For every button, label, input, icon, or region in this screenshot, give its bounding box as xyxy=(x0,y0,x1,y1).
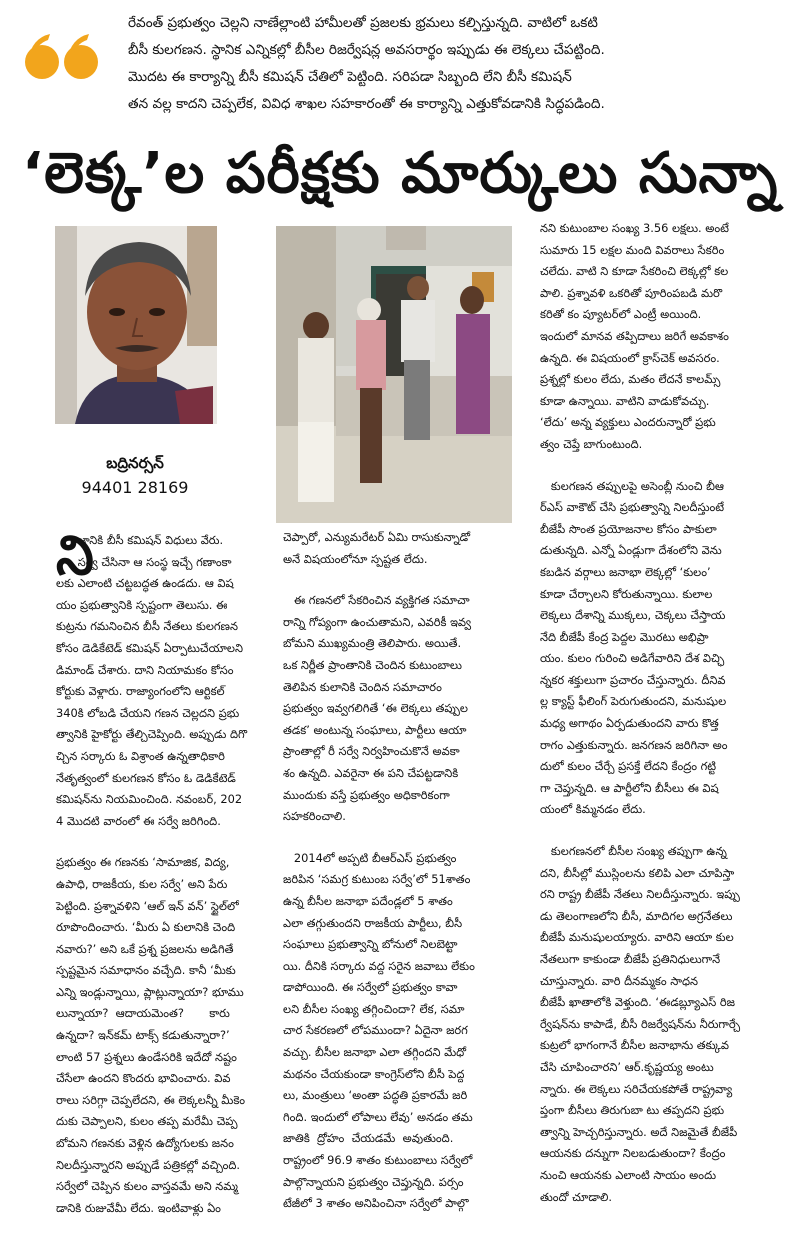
intro-line: మొదట ఈ కార్యాన్ని బీసీ కమిషన్ చేతిలో పెట్టింది. సరిపడా సిబ్బంది లేని బీసీ కమిషన్ xyxy=(128,69,572,85)
intro-paragraph xyxy=(128,10,778,118)
paragraph: ఈ గణనలో సేకరించిన వ్యక్తిగత సమాచా రాన్ని గోప్యంగా ఉంచుతామని, ఎవరికీ ఇవ్వ బోమని ముఖ్యమంత్రి తెలిపారు. అయితే. ఒక నిర్ణీత ప్రాంతానికి చెందిన కుటుంబాలు తెలిపిన కులానికి చెందిన సమాచారం ప్రభుత్వం ఇవ్వగలిగితే ‘ఈ లెక్కలు తప్పుల తడక’ అంటున్న సంఘాలు, పార్టీలు ఆయా ప్రాంతాల్లో రీ సర్వే నిర్వహించుకొనే అవకా శం ఉన్నది. ఎవరైనా ఈ పని చేపట్టడానికి ముందుకు వస్తే ప్రభుత్వం అధికారికంగా సహకరించాలి. xyxy=(283,593,472,824)
paragraph: జానికి బీసీ కమిషన్ విధులు వేరు. సర్వే చేసినా ఆ సంస్థ ఇచ్చే గణాంకా లకు ఎలాంటి చట్టబద్ధత ఉండదు. ఆ విష యం ప్రభుత్వానికి స్పష్టంగా తెలుసు. ఈ కుట్రను గమనించిన బీసీ నేతలు కులగణన కోసం డెడికేటెడ్ కమిషన్ ఏర్పాటుచేయాలని డిమాండ్ చేశారు. దాని నియామకం కోసం కోర్టుకు వెళ్లారు. రాజ్యాంగంలోని ఆర్టికల్ 340కి లోబడి చేయని గణన చెల్లదని ప్రభు త్వానికి హైకోర్టు తేల్చిచెప్పింది. అప్పుడు దిగొ చ్చిన సర్కారు ఓ విశ్రాంత ఉన్నతాధికారి నేతృత్వంలో కులగణన కోసం ఓ డెడికేటెడ్ కమిషన్‌ను నియమించింది. నవంబర్, 202 4 మొదటి వారంలో ఈ సర్వే జరిగింది. xyxy=(56,533,248,828)
headline: ‘లెక్క’ల పరీక్షకు మార్కులు సున్నా xyxy=(22,141,779,206)
article-column-3 xyxy=(540,218,780,1228)
paragraph: ప్రభుత్వం ఈ గణనకు ‘సామాజిక, విద్య, ఉపాధి, రాజకీయ, కుల సర్వే’ అని పేరు పెట్టింది. ప్రశ్నావళిని ‘ఆల్ ఇన్ వన్’ స్టైల్‌లో రూపొందించారు. ‘మీరు ఏ కులానికి చెంది నవారు?’ అని ఒకే ప్రశ్న ప్రజలను అడిగితే స్పష్టమైన సమాధానం వచ్చేది. కానీ ‘మీకు ఎన్ని ఇండ్లున్నాయి, ప్లాట్లున్నాయా? భూము లున్నాయా? ఆదాయమెంత? కారు ఉన్నదా? ఇన్‌కమ్ టాక్స్ కడుతున్నారా?’ లాంటి 57 ప్రశ్నలు ఉండేసరికి ఇదేదో నష్టం చేసేలా ఉందని కొందరు భావించారు. వివ రాలు సరిగ్గా చెప్పలేదని, ఈ లెక్కలన్నీ మీకెం దుకు చెప్పాలని, కులం తప్ప మరేమీ చెప్ప బోమని గణనకు వెళ్లిన ఉద్యోగులకు జనం నిలదీస్తున్నారని అప్పుడే పత్రికల్లో వచ్చింది. సర్వేలో చెప్పిన కులం వాస్తవమే అని నమ్మ డానికి రుజువేమీ లేదు. ఇంటివాళ్లు ఏం xyxy=(56,855,246,1215)
paragraph: కులగణనలో బీసీల సంఖ్య తప్పుగా ఉన్న దని, బీసీల్లో ముస్లింలను కలిపి ఎలా చూపిస్తా రని రాష్ట్ర బీజేపీ నేతలు నిలదీస్తున్నారు. ఇప్పు డు తెలంగాణలోని బీసీ, మాదిగల అగ్రనేతలు బీజేపీ మనుషులయ్యారు. వారిని ఆయా కుల నేతలుగా కాకుండా బీజేపీ ప్రతినిధులుగానే చూస్తున్నారు. వారి దీనమ్మకం సాధన బీజేపీ ఖాతాలోకి వెళ్తుంది. ‘ఈడబ్ల్యూఎస్ రిజ ర్వేషన్‌ను కాపాడే, బీసీ రిజర్వేషన్‌ను నీరుగార్చే కుట్రలో భాగంగానే బీసీల జనాభాను తక్కువ చేసి చూపించారని’ ఆర్.కృష్ణయ్య అంటు న్నారు. ఈ లెక్కలు సరిచేయకపోతే రాష్ట్రవ్యా ప్తంగా బీసీలు తిరుగుబా టు తప్పదని ప్రభు త్వాన్ని హెచ్చరిస్తున్నారు. అదే నిజమైతే బీజేపీ ఆయనకు దన్నుగా నిలబడుతుందా? కేంద్రం నుంచి ఆయనకు ఎలాంటి సాయం అందు తుందో చూడాలి. xyxy=(540,844,741,1204)
paragraph: చెప్పారో, ఎన్యుమరేటర్ ఏమి రాసుకున్నాడో అనే విషయంలోనూ స్పష్టత లేదు. xyxy=(283,530,471,566)
intro-line: బీసీ కులగణన. స్థానిక ఎన్నికల్లో బీసీల రిజర్వేషన్ల అవసరార్థం ఇప్పుడు ఈ లెక్కలు చేపట్టింది. xyxy=(128,42,605,58)
author-photo xyxy=(55,226,217,424)
intro-line: తన వల్ల కాదని చెప్పలేక, వివిధ శాఖల సహకారంతో ఈ కార్యాన్ని ఎత్తుకోవడానికి సిద్ధపడింది. xyxy=(128,96,605,112)
article-column-1 xyxy=(56,530,268,1239)
author-name: బద్రినర్సన్ xyxy=(106,454,164,472)
paragraph: నని కుటుంబాల సంఖ్య 3.56 లక్షలు. అంటే సుమారు 15 లక్షల మంది వివరాలు సేకరిం చలేదు. వాటి ని కూడా సేకరించి లెక్కల్లో కల పాలి. ప్రశ్నావళి ఒకరితో పూరింపబడి మరొ కరితో కం ప్యూటర్‌లో ఎంట్రీ అయింది. ఇందులో మానవ తప్పిదాలు జరిగే అవకాశం ఉన్నది. ఈ విషయంలో క్రాస్‌చెక్ అవసరం. ప్రశ్నల్లో కులం లేదు, మతం లేదనే కాలమ్స్ కూడా ఉన్నాయి. వాటిని వాడుకోవచ్చు. ‘లేదు’ అన్న వ్యక్తులు ఎందరున్నారో ప్రభు త్వం చెప్తే బాగుంటుంది. xyxy=(540,221,729,451)
author-phone: 94401 28169 xyxy=(81,478,189,497)
article-column-2 xyxy=(283,527,511,1235)
drop-cap: ని xyxy=(56,524,94,587)
survey-scene-photo xyxy=(276,226,512,523)
paragraph: కులగణన తప్పులపై అసెంబ్లీ నుంచి బీఆ ర్ఎస్ వాకౌట్ చేసి ప్రభుత్వాన్ని నిలదీస్తుంటే బీజేపీ సొంత ప్రయోజనాల కోసం పాకులా డుతున్నది. ఎన్నో ఏండ్లుగా దేశంలోని వెను కబడిన వర్గాలు జనాభా లెక్కల్లో ‘కులం’ కూడా చేర్చాలని కోరుతున్నాయి. కులాల లెక్కలు దేశాన్ని ముక్కలు, చెక్కలు చేస్తాయ నేది బీజేపీ కేంద్ర పెద్దల మొరటు అభిప్రా యం. కులం గురించి అడిగేవారిని దేశ విచ్ఛి న్నకర శక్తులుగా ప్రచారం చేస్తున్నారు. దీనివ ల్ల క్యాస్ట్ ఫీలింగ్ పెరుగుతుందని, మనుషుల మధ్య అగాథం ఏర్పడుతుందని వారు కొత్త రాగం ఎత్తుకున్నారు. జనగణన జరిగినా అం దులో కులం చేర్చే ప్రసక్తే లేదని కేంద్రం గట్టి గా చెప్తున్నది. ఆ పార్టీలోని బీసీలు ఈ విష యంలో కిమ్మనడం లేదు. xyxy=(540,478,728,817)
intro-line: రేవంత్ ప్రభుత్వం చెల్లని నాణేల్లాంటి హామీలతో ప్రజలకు భ్రమలు కల్పిస్తున్నది. వాటిలో ఒకటి xyxy=(128,15,598,31)
paragraph: 2014లో అప్పటి బీఆర్ఎస్ ప్రభుత్వం జరిపిన ‘సమగ్ర కుటుంబ సర్వే’లో 51శాతం ఉన్న బీసీల జనాభా పదేండ్లలో 5 శాతం ఎలా తగ్గుతుందని రాజకీయ పార్టీలు, బీసీ సంఘాలు ప్రభుత్వాన్ని బోనులో నిలబెట్టా యి. దీనికి సర్కారు వద్ద సరైన జవాబు లేకుం డాపోయింది. ఈ సర్వేలో ప్రభుత్వం కావా లని బీసీల సంఖ్య తగ్గించిందా? లేక, సమా చార సేకరణలో లోపముందా? ఏదైనా జరగ వచ్చు. బీసీల జనాభా ఎలా తగ్గిందని మేధో మథనం చేయకుండా కాంగ్రెస్‌లోని బీసీ పెద్ద లు, మంత్రులు ‘అంతా పద్ధతి ప్రకారమే జరి గింది. ఇందులో లోపాలు లేవు’ అనడం తమ జాతికి ద్రోహం చేయడమే అవుతుంది. రాష్ట్రంలో 96.9 శాతం కుటుంబాలు సర్వేలో పాల్గొన్నాయని ప్రభుత్వం చెప్తున్నది. పర్సం టేజీలో 3 శాతం అనిపించినా సర్వేలో పాల్గొ xyxy=(283,850,475,1211)
quote-marks-icon xyxy=(24,32,102,84)
